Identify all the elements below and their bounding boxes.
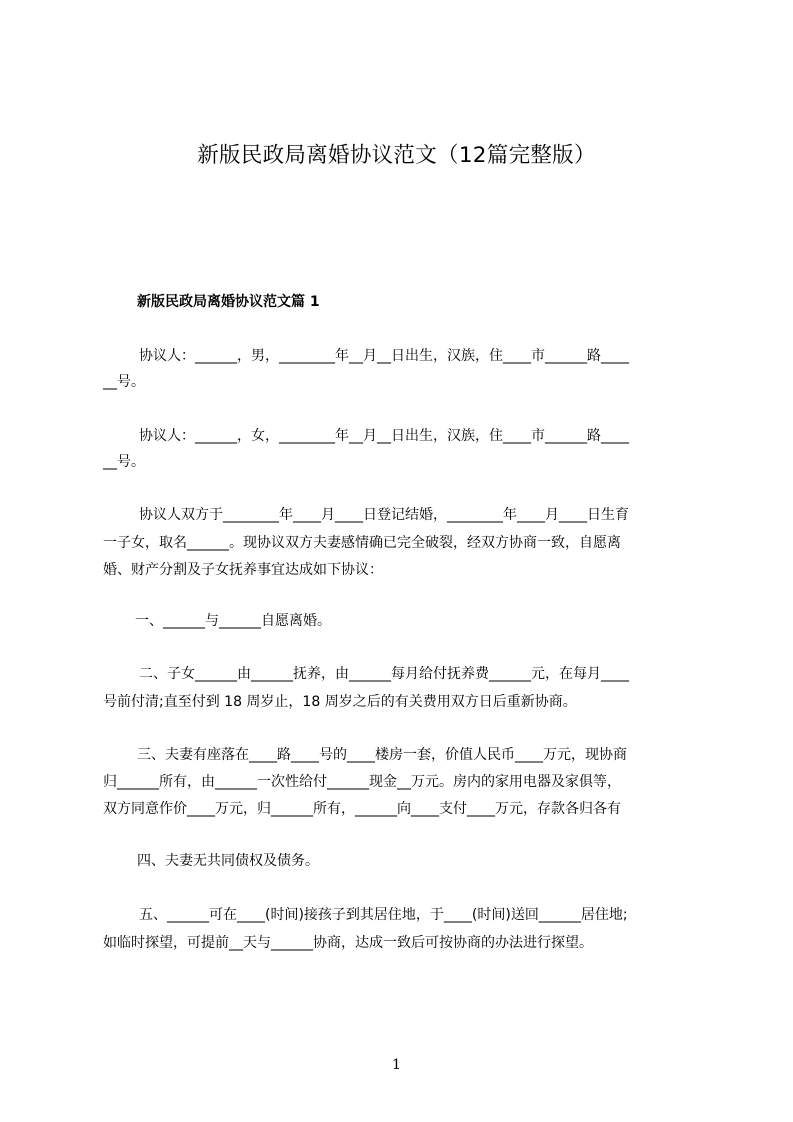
paragraph-line: 双方同意作价____万元，归______所有，______向____支付____万元，存款各归各有 [103, 801, 621, 817]
paragraph-line: 协议人双方于________年____月____日登记结婚，________年____月____日生育 [139, 507, 629, 523]
paragraph-line: 号前付清;直至付到 18 周岁止，18 周岁之后的有关费用双方日后重新协商。 [103, 694, 577, 710]
paragraph-line: 一子女，取名______。现协议双方夫妻感情确已完全破裂，经双方协商一致，自愿离 [103, 535, 621, 551]
paragraph-line: __号。 [103, 454, 145, 470]
paragraph-line: 五、______可在____(时间)接孩子到其居住地，于____(时间)送回______居住地; [139, 907, 628, 923]
page-number: 1 [392, 1057, 401, 1073]
section-heading: 新版民政局离婚协议范文篇 1 [137, 294, 320, 310]
paragraph-line: 归______所有，由______一次性给付______现金__万元。房内的家用电器及家俱等， [103, 774, 621, 790]
paragraph-line: 一、______与______自愿离婚。 [135, 613, 331, 629]
paragraph-line: 四、夫妻无共同债权及债务。 [137, 853, 319, 869]
paragraph-line: 二、子女______由______抚养，由______每月给付抚养费______元，在每月____ [139, 666, 629, 682]
paragraph-line: 协议人：______，男，________年__月__日出生，汉族，住____市______路____ [139, 348, 629, 364]
document-title: 新版民政局离婚协议范文（12篇完整版） [197, 143, 596, 168]
paragraph-line: 协议人：______，女，________年__月__日出生，汉族，住____市______路____ [139, 428, 629, 444]
paragraph-line: 婚、财产分割及子女抚养事宜达成如下协议： [103, 562, 383, 578]
paragraph-line: 如临时探望，可提前__天与______协商，达成一致后可按协商的办法进行探望。 [103, 935, 593, 951]
paragraph-line: __号。 [103, 374, 145, 390]
paragraph-line: 三、夫妻有座落在____路____号的____楼房一套，价值人民币____万元，现协商 [137, 747, 627, 763]
